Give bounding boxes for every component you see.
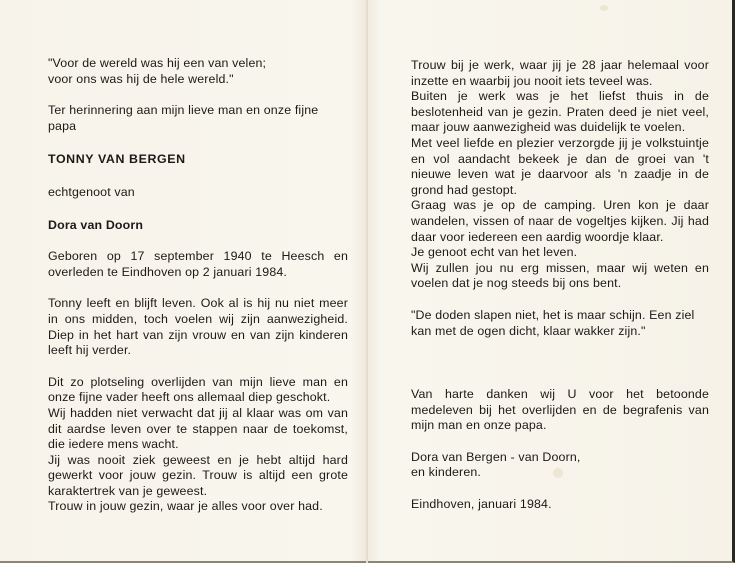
paper-stain: [600, 5, 608, 11]
spouse-name: Dora van Doorn: [48, 217, 144, 232]
right-paragraph-4: Graag was je op de camping. Uren kon je daar wandelen, vissen of naar de vogeltjes kijken. Jij had daar voor iedereen een aardig woordje klaar.: [411, 198, 709, 244]
signature-line-1: Dora van Bergen - van Doorn,: [411, 449, 581, 464]
right-paragraph-1: Trouw bij je werk, waar jij je 28 jaar helemaal voor inzette en waarbij jou nooit iets teveel was.: [411, 58, 709, 88]
lives-on-text: Tonny leeft en blijft leven. Ook al is hij nu niet meer in ons midden, toch voelen wij zijn aanwezigheid. Diep in het hart van zijn vrouw en van zijn kinderen leeft hij verder.: [48, 296, 348, 358]
right-paragraph-5: Je genoot echt van het leven.: [411, 245, 578, 260]
spouse-of-label: echtgenoot van: [48, 184, 135, 199]
left-paragraph-2: Wij hadden niet verwacht dat jij al klaar was om van dit aardse leven over te stappen naar de toekomst, die iedere mens wacht.: [48, 405, 348, 452]
left-paragraph-4: Trouw in jouw gezin, waar je alles voor over had.: [48, 499, 323, 514]
quote-line-2: voor ons was hij de hele wereld.": [48, 71, 234, 86]
left-paragraph-3: Jij was nooit ziek geweest en je hebt altijd hard gewerkt voor jouw gezin. Trouw is altijd een grote karaktertrek van je geweest.: [48, 452, 348, 498]
right-paragraph-6: Wij zullen jou nu erg missen, maar wij weten en voelen dat je nog steeds bij ons bent.: [411, 260, 709, 291]
quote-line-1: "Voor de wereld was hij een van velen;: [48, 56, 267, 70]
birth-death-text: Geboren op 17 september 1940 te Heesch en overleden te Eindhoven op 2 januari 1984.: [48, 249, 348, 279]
right-paragraph-3: Met veel liefde en plezier verzorgde jij je volkstuintje en vol aandacht bekeek je dan de groei van 't nieuwe leven wat je daarvoor als 'n zaadje in de grond had gestopt.: [411, 135, 709, 197]
card-fold: [366, 0, 368, 563]
deceased-name: TONNY VAN BERGEN: [48, 152, 186, 167]
place-date: Eindhoven, januari 1984.: [411, 497, 552, 512]
right-paragraph-2: Buiten je werk was je het liefst thuis in de beslotenheid van je gezin. Praten deed je niet veel, maar jouw aanwezigheid was duidelijk te voelen.: [411, 89, 709, 135]
closing-quote: "De doden slapen niet, het is maar schijn. Een ziel kan met de ogen dicht, klaar wakker zijn.": [411, 307, 695, 338]
left-page: [48, 56, 348, 515]
left-paragraph-1: Dit zo plotseling overlijden van mijn lieve man en onze fijne vader heeft ons allemaal diep geschokt.: [48, 374, 348, 405]
thanks-text: Van harte danken wij U voor het betoonde medeleven bij het overlijden en de begrafenis van mijn man en onze papa.: [411, 387, 709, 433]
memory-text: Ter herinnering aan mijn lieve man en onze fijne papa: [48, 103, 319, 133]
right-page: [411, 58, 709, 513]
signature-line-2: en kinderen.: [411, 465, 481, 480]
